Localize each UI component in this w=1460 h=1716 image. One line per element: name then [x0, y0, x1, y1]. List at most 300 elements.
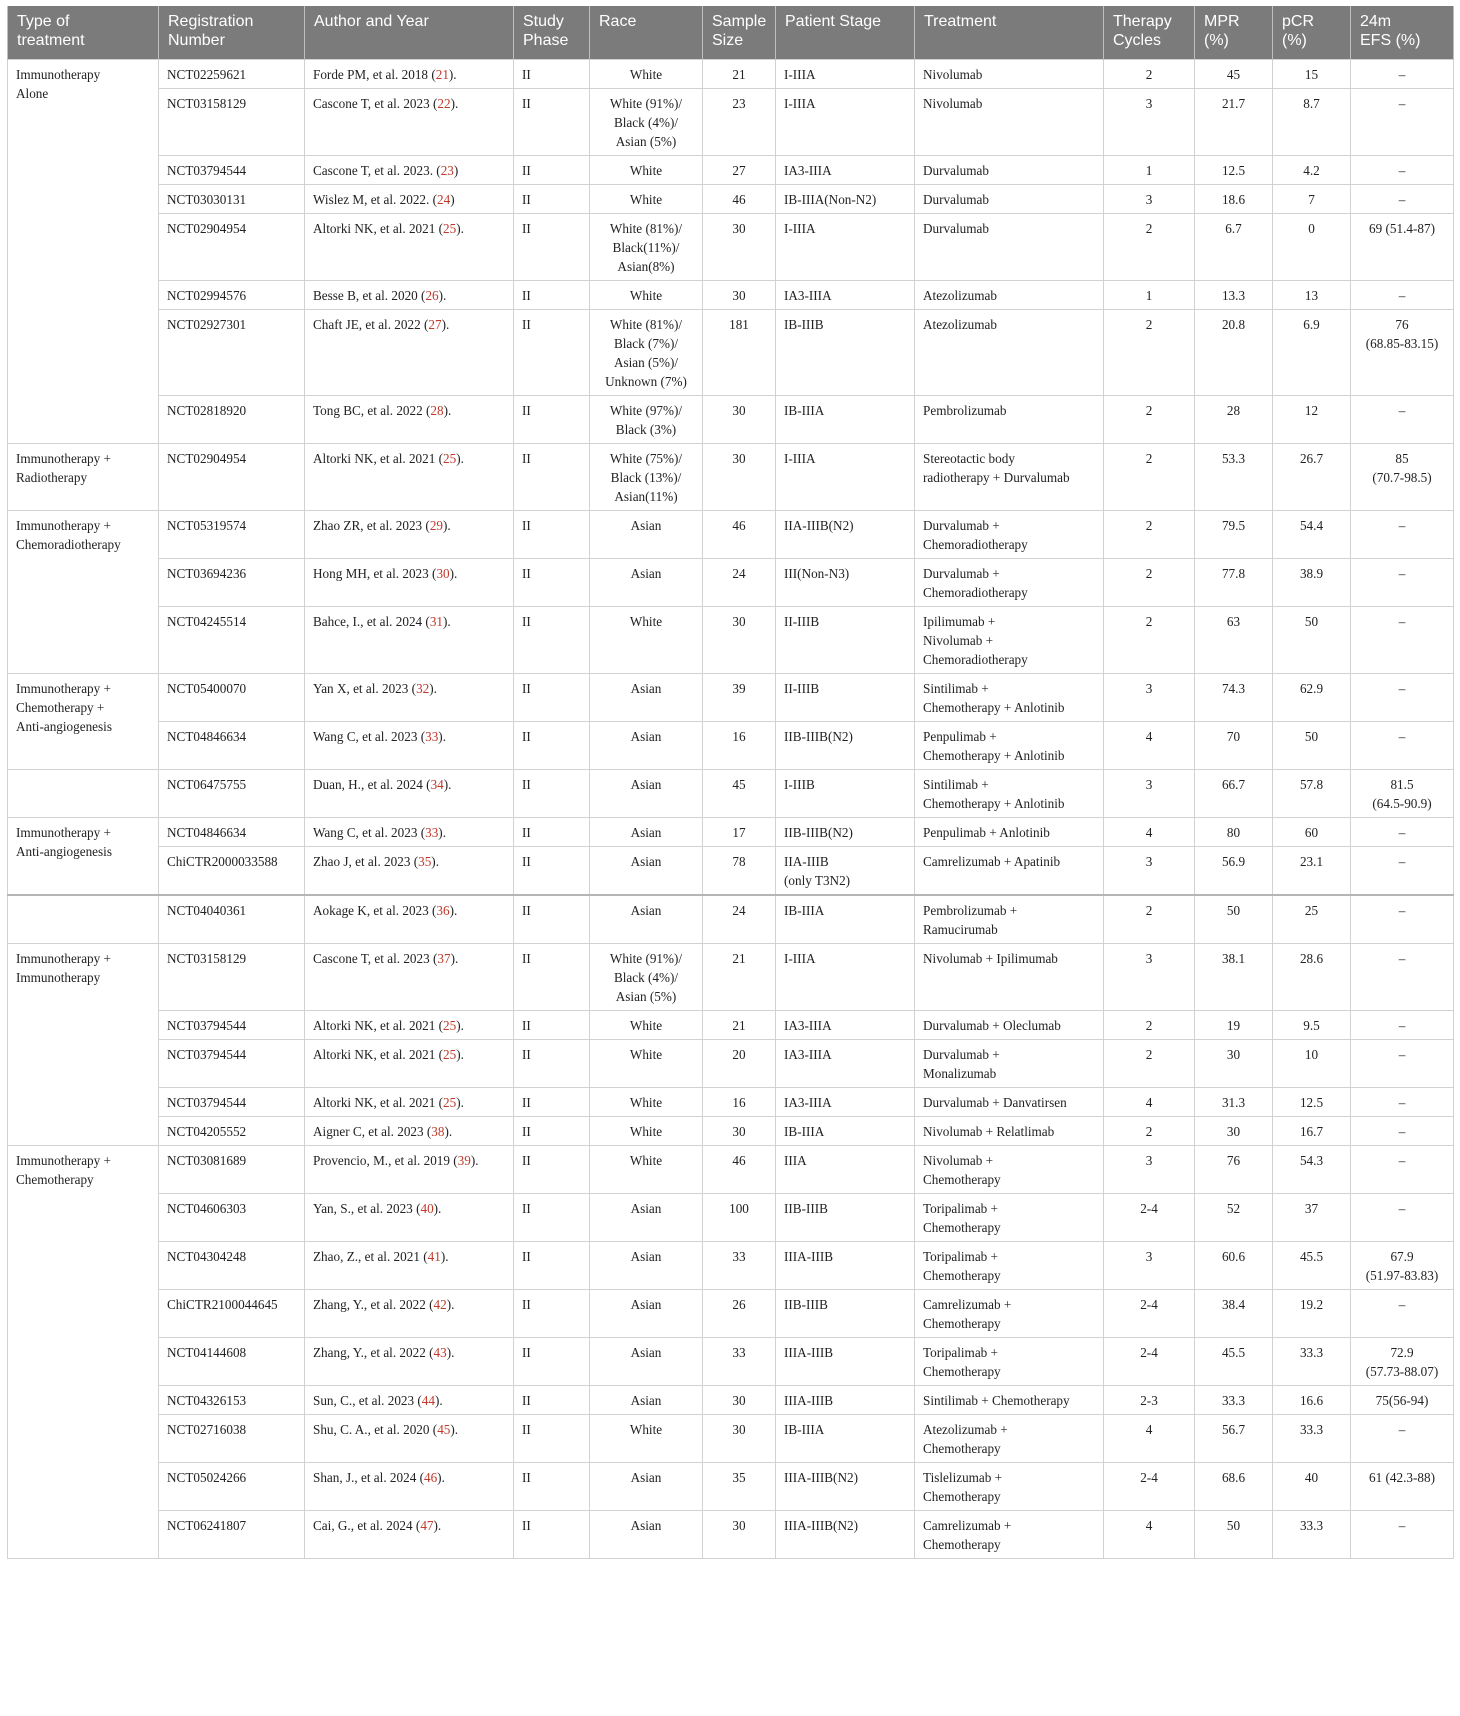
patient-stage-cell: I-IIIA [776, 444, 915, 511]
reference-link[interactable]: 28 [430, 403, 444, 418]
author-year-cell [305, 944, 514, 1011]
table-row [8, 818, 1454, 847]
registration-number-cell: NCT03694236 [159, 559, 305, 607]
treatment-cell: Sintilimab + Chemotherapy + Anlotinib [915, 770, 1104, 818]
author-year-cell [305, 1040, 514, 1088]
table-row [8, 1415, 1454, 1463]
author-tail: ). [437, 1470, 445, 1485]
study-phase-cell: II [514, 770, 590, 818]
study-phase-cell: II [514, 944, 590, 1011]
therapy-cycles-cell: 3 [1104, 1146, 1195, 1194]
reference-link[interactable]: 46 [423, 1470, 438, 1485]
race-cell: Asian [590, 511, 703, 559]
table-row [8, 770, 1454, 818]
author-text: Chaft JE, et al. 2022 ( [313, 317, 429, 332]
treatment-cell: Pembrolizumab + Ramucirumab [915, 895, 1104, 944]
study-phase-cell: II [514, 310, 590, 396]
table-row [8, 396, 1454, 444]
reference-link[interactable]: 25 [443, 1018, 457, 1033]
reference-link[interactable]: 25 [443, 1095, 457, 1110]
author-tail: ). [449, 566, 458, 581]
sample-size-cell: 27 [703, 156, 776, 185]
race-cell: White [590, 156, 703, 185]
patient-stage-cell: I-IIIA [776, 60, 915, 89]
efs-cell: – [1351, 722, 1454, 770]
race-cell: Asian [590, 847, 703, 896]
pcr-cell: 25 [1273, 895, 1351, 944]
patient-stage-cell: I-IIIA [776, 214, 915, 281]
pcr-cell: 6.9 [1273, 310, 1351, 396]
treatment-cell: Toripalimab + Chemotherapy [915, 1338, 1104, 1386]
treatment-type-cell: Immunotherapy + Chemotherapy + Anti-angiogenesis [8, 674, 159, 770]
mpr-cell: 45.5 [1195, 1338, 1273, 1386]
registration-number-cell: NCT02927301 [159, 310, 305, 396]
author-year-cell [305, 1088, 514, 1117]
treatment-cell: Durvalumab [915, 214, 1104, 281]
efs-cell: – [1351, 944, 1454, 1011]
patient-stage-cell: IB-IIIA(Non-N2) [776, 185, 915, 214]
study-phase-cell: II [514, 185, 590, 214]
author-text: Zhao J, et al. 2023 ( [313, 854, 419, 869]
treatment-cell: Atezolizumab + Chemotherapy [915, 1415, 1104, 1463]
race-cell: White (91%)/ Black (4%)/ Asian (5%) [590, 944, 703, 1011]
treatment-type-cell: Immunotherapy + Chemotherapy [8, 1146, 159, 1559]
treatment-cell: Nivolumab + Chemotherapy [915, 1146, 1104, 1194]
reference-link[interactable]: 43 [433, 1345, 447, 1360]
mpr-cell: 77.8 [1195, 559, 1273, 607]
reference-link[interactable]: 30 [436, 566, 450, 581]
mpr-cell: 38.4 [1195, 1290, 1273, 1338]
study-phase-cell: II [514, 1386, 590, 1415]
reference-link[interactable]: 44 [421, 1393, 435, 1408]
mpr-cell: 80 [1195, 818, 1273, 847]
patient-stage-cell: IIB-IIIB(N2) [776, 722, 915, 770]
pcr-cell: 16.7 [1273, 1117, 1351, 1146]
author-tail: ). [433, 1201, 442, 1216]
race-cell: Asian [590, 1511, 703, 1559]
author-text: Yan X, et al. 2023 ( [313, 681, 417, 696]
registration-number-cell: NCT05400070 [159, 674, 305, 722]
mpr-cell: 30 [1195, 1117, 1273, 1146]
patient-stage-cell: IA3-IIIA [776, 156, 915, 185]
reference-link[interactable]: 24 [437, 192, 451, 207]
author-tail: ). [438, 825, 446, 840]
race-cell: Asian [590, 1463, 703, 1511]
race-cell: Asian [590, 674, 703, 722]
therapy-cycles-cell: 2 [1104, 1040, 1195, 1088]
table-row [8, 1386, 1454, 1415]
author-tail: ). [450, 1422, 459, 1437]
mpr-cell: 50 [1195, 895, 1273, 944]
author-text: Altorki NK, et al. 2021 ( [313, 451, 444, 466]
author-text: Provencio, M., et al. 2019 ( [313, 1153, 458, 1168]
sample-size-cell: 20 [703, 1040, 776, 1088]
mpr-cell: 19 [1195, 1011, 1273, 1040]
author-text: Sun, C., et al. 2023 ( [313, 1393, 422, 1408]
sample-size-cell: 21 [703, 60, 776, 89]
reference-link[interactable]: 41 [427, 1249, 441, 1264]
sample-size-cell: 16 [703, 1088, 776, 1117]
registration-number-cell: NCT03158129 [159, 944, 305, 1011]
reference-link[interactable]: 27 [428, 317, 442, 332]
study-phase-cell: II [514, 1415, 590, 1463]
sample-size-cell: 16 [703, 722, 776, 770]
registration-number-cell: NCT04304248 [159, 1242, 305, 1290]
patient-stage-cell: IA3-IIIA [776, 1088, 915, 1117]
author-tail: ). [456, 1018, 464, 1033]
mpr-cell: 12.5 [1195, 156, 1273, 185]
mpr-cell: 21.7 [1195, 89, 1273, 156]
study-phase-cell: II [514, 214, 590, 281]
patient-stage-cell: IIIA-IIIB [776, 1338, 915, 1386]
author-year-cell [305, 1011, 514, 1040]
sample-size-cell: 39 [703, 674, 776, 722]
table-row [8, 1011, 1454, 1040]
table-row [8, 1040, 1454, 1088]
registration-number-cell: NCT02904954 [159, 214, 305, 281]
registration-number-cell: ChiCTR2000033588 [159, 847, 305, 896]
author-tail: ). [441, 317, 450, 332]
reference-link[interactable]: 22 [437, 96, 451, 111]
author-text: Altorki NK, et al. 2021 ( [313, 1095, 444, 1110]
efs-cell: – [1351, 185, 1454, 214]
race-cell: White [590, 1040, 703, 1088]
author-text: Besse B, et al. 2020 ( [313, 288, 426, 303]
reference-link[interactable]: 39 [457, 1153, 471, 1168]
mpr-cell: 45 [1195, 60, 1273, 89]
table-row [8, 674, 1454, 722]
study-phase-cell: II [514, 607, 590, 674]
patient-stage-cell: IB-IIIA [776, 1415, 915, 1463]
sample-size-cell: 46 [703, 185, 776, 214]
table-row [8, 722, 1454, 770]
author-year-cell [305, 847, 514, 896]
trials-table [7, 6, 1454, 1559]
efs-cell: 75(56-94) [1351, 1386, 1454, 1415]
mpr-cell: 31.3 [1195, 1088, 1273, 1117]
race-cell: White [590, 1117, 703, 1146]
registration-number-cell: NCT04245514 [159, 607, 305, 674]
efs-cell: – [1351, 1088, 1454, 1117]
efs-cell: – [1351, 89, 1454, 156]
reference-link[interactable]: 42 [433, 1297, 447, 1312]
author-year-cell [305, 444, 514, 511]
treatment-cell: Penpulimab + Chemotherapy + Anlotinib [915, 722, 1104, 770]
author-text: Altorki NK, et al. 2021 ( [313, 1018, 444, 1033]
sample-size-cell: 46 [703, 511, 776, 559]
study-phase-cell: II [514, 1194, 590, 1242]
pcr-cell: 54.4 [1273, 511, 1351, 559]
reference-link[interactable]: 25 [443, 451, 457, 466]
reference-link[interactable]: 38 [431, 1124, 445, 1139]
race-cell: White (97%)/ Black (3%) [590, 396, 703, 444]
mpr-cell: 74.3 [1195, 674, 1273, 722]
therapy-cycles-cell: 4 [1104, 1088, 1195, 1117]
treatment-type-cell: Immunotherapy + Anti-angiogenesis [8, 818, 159, 896]
study-phase-cell: II [514, 818, 590, 847]
author-tail: ). [440, 1249, 449, 1264]
pcr-cell: 33.3 [1273, 1415, 1351, 1463]
header-patient-stage: Patient Stage [776, 6, 915, 60]
sample-size-cell: 30 [703, 607, 776, 674]
table-row [8, 281, 1454, 310]
race-cell: Asian [590, 770, 703, 818]
pcr-cell: 38.9 [1273, 559, 1351, 607]
author-year-cell [305, 156, 514, 185]
race-cell: White [590, 607, 703, 674]
reference-link[interactable]: 34 [430, 777, 444, 792]
race-cell: Asian [590, 1386, 703, 1415]
reference-link[interactable]: 31 [429, 614, 444, 629]
table-row [8, 1242, 1454, 1290]
mpr-cell: 50 [1195, 1511, 1273, 1559]
reference-link[interactable]: 33 [425, 825, 439, 840]
therapy-cycles-cell: 2-4 [1104, 1290, 1195, 1338]
mpr-cell: 68.6 [1195, 1463, 1273, 1511]
table-row [8, 310, 1454, 396]
author-tail: ). [450, 96, 459, 111]
registration-number-cell: NCT05319574 [159, 511, 305, 559]
study-phase-cell: II [514, 1338, 590, 1386]
reference-link[interactable]: 36 [436, 903, 450, 918]
pcr-cell: 4.2 [1273, 156, 1351, 185]
efs-cell: – [1351, 1011, 1454, 1040]
header-registration: Registration Number [159, 6, 305, 60]
reference-link[interactable]: 26 [425, 288, 439, 303]
author-year-cell [305, 1290, 514, 1338]
mpr-cell: 79.5 [1195, 511, 1273, 559]
race-cell: White [590, 281, 703, 310]
author-year-cell [305, 1146, 514, 1194]
pcr-cell: 12.5 [1273, 1088, 1351, 1117]
reference-link[interactable]: 25 [443, 221, 457, 236]
pcr-cell: 7 [1273, 185, 1351, 214]
reference-link[interactable]: 21 [435, 67, 449, 82]
patient-stage-cell: II-IIIB [776, 674, 915, 722]
registration-number-cell: NCT04846634 [159, 722, 305, 770]
pcr-cell: 62.9 [1273, 674, 1351, 722]
author-tail: ) [453, 163, 459, 178]
author-text: Duan, H., et al. 2024 ( [313, 777, 431, 792]
author-year-cell [305, 895, 514, 944]
pcr-cell: 19.2 [1273, 1290, 1351, 1338]
author-year-cell [305, 607, 514, 674]
author-text: Zhang, Y., et al. 2022 ( [313, 1297, 434, 1312]
therapy-cycles-cell: 3 [1104, 185, 1195, 214]
table-row [8, 1088, 1454, 1117]
registration-number-cell: NCT03794544 [159, 1011, 305, 1040]
sample-size-cell: 181 [703, 310, 776, 396]
author-year-cell [305, 1338, 514, 1386]
study-phase-cell: II [514, 60, 590, 89]
author-tail: ). [431, 854, 439, 869]
therapy-cycles-cell: 2 [1104, 396, 1195, 444]
registration-number-cell: NCT05024266 [159, 1463, 305, 1511]
author-year-cell [305, 1463, 514, 1511]
patient-stage-cell: IB-IIIA [776, 396, 915, 444]
sample-size-cell: 30 [703, 444, 776, 511]
study-phase-cell: II [514, 156, 590, 185]
table-row [8, 444, 1454, 511]
author-text: Cascone T, et al. 2023. ( [313, 163, 441, 178]
author-text: Altorki NK, et al. 2021 ( [313, 221, 444, 236]
header-sample-size: Sample Size [703, 6, 776, 60]
patient-stage-cell: IIIA [776, 1146, 915, 1194]
treatment-cell: Penpulimab + Anlotinib [915, 818, 1104, 847]
author-tail: ). [456, 1095, 464, 1110]
patient-stage-cell: IIB-IIIB [776, 1290, 915, 1338]
registration-number-cell: NCT02716038 [159, 1415, 305, 1463]
treatment-cell: Tislelizumab + Chemotherapy [915, 1463, 1104, 1511]
pcr-cell: 9.5 [1273, 1011, 1351, 1040]
mpr-cell: 56.9 [1195, 847, 1273, 896]
reference-link[interactable]: 29 [429, 518, 444, 533]
study-phase-cell: II [514, 1146, 590, 1194]
mpr-cell: 53.3 [1195, 444, 1273, 511]
patient-stage-cell: III(Non-N3) [776, 559, 915, 607]
sample-size-cell: 30 [703, 1415, 776, 1463]
reference-link[interactable]: 47 [420, 1518, 434, 1533]
author-text: Wislez M, et al. 2022. ( [313, 192, 437, 207]
reference-link[interactable]: 40 [420, 1201, 434, 1216]
sample-size-cell: 24 [703, 895, 776, 944]
sample-size-cell: 23 [703, 89, 776, 156]
treatment-cell: Sintilimab + Chemotherapy [915, 1386, 1104, 1415]
sample-size-cell: 30 [703, 281, 776, 310]
author-text: Forde PM, et al. 2018 ( [313, 67, 436, 82]
registration-number-cell: NCT06241807 [159, 1511, 305, 1559]
mpr-cell: 60.6 [1195, 1242, 1273, 1290]
author-text: Tong BC, et al. 2022 ( [313, 403, 431, 418]
author-year-cell [305, 722, 514, 770]
patient-stage-cell: II-IIIB [776, 607, 915, 674]
table-header-row [8, 6, 1454, 60]
race-cell: Asian [590, 559, 703, 607]
registration-number-cell: NCT02994576 [159, 281, 305, 310]
treatment-type-cell: Immunotherapy + Chemoradiotherapy [8, 511, 159, 674]
efs-cell: – [1351, 1040, 1454, 1088]
pcr-cell: 28.6 [1273, 944, 1351, 1011]
author-year-cell [305, 281, 514, 310]
therapy-cycles-cell: 2 [1104, 1117, 1195, 1146]
race-cell: White (75%)/ Black (13%)/ Asian(11%) [590, 444, 703, 511]
therapy-cycles-cell: 1 [1104, 281, 1195, 310]
efs-cell: – [1351, 60, 1454, 89]
efs-cell: – [1351, 1117, 1454, 1146]
pcr-cell: 8.7 [1273, 89, 1351, 156]
therapy-cycles-cell: 2-3 [1104, 1386, 1195, 1415]
sample-size-cell: 33 [703, 1338, 776, 1386]
pcr-cell: 33.3 [1273, 1511, 1351, 1559]
table-row [8, 1463, 1454, 1511]
pcr-cell: 54.3 [1273, 1146, 1351, 1194]
therapy-cycles-cell: 4 [1104, 722, 1195, 770]
therapy-cycles-cell: 2 [1104, 310, 1195, 396]
sample-size-cell: 21 [703, 1011, 776, 1040]
registration-number-cell: NCT04205552 [159, 1117, 305, 1146]
mpr-cell: 6.7 [1195, 214, 1273, 281]
race-cell: White [590, 60, 703, 89]
patient-stage-cell: IIA-IIIB (only T3N2) [776, 847, 915, 896]
author-tail: ). [456, 451, 464, 466]
efs-cell: – [1351, 847, 1454, 896]
study-phase-cell: II [514, 674, 590, 722]
registration-number-cell: NCT03794544 [159, 1040, 305, 1088]
author-tail: ). [443, 777, 452, 792]
author-text: Zhang, Y., et al. 2022 ( [313, 1345, 434, 1360]
reference-link[interactable]: 37 [437, 951, 451, 966]
author-year-cell [305, 60, 514, 89]
sample-size-cell: 46 [703, 1146, 776, 1194]
patient-stage-cell: I-IIIB [776, 770, 915, 818]
therapy-cycles-cell: 2 [1104, 607, 1195, 674]
table-row [8, 511, 1454, 559]
author-year-cell [305, 1194, 514, 1242]
efs-cell: – [1351, 1511, 1454, 1559]
header-race: Race [590, 6, 703, 60]
race-cell: White [590, 1011, 703, 1040]
author-year-cell [305, 1386, 514, 1415]
author-year-cell [305, 1415, 514, 1463]
therapy-cycles-cell: 2 [1104, 214, 1195, 281]
pcr-cell: 50 [1273, 607, 1351, 674]
registration-number-cell: NCT03794544 [159, 1088, 305, 1117]
reference-link[interactable]: 32 [416, 681, 430, 696]
author-year-cell [305, 559, 514, 607]
author-text: Aokage K, et al. 2023 ( [313, 903, 437, 918]
sample-size-cell: 30 [703, 396, 776, 444]
study-phase-cell: II [514, 1463, 590, 1511]
registration-number-cell: NCT04846634 [159, 818, 305, 847]
pcr-cell: 60 [1273, 818, 1351, 847]
reference-link[interactable]: 45 [437, 1422, 451, 1437]
therapy-cycles-cell: 3 [1104, 770, 1195, 818]
mpr-cell: 30 [1195, 1040, 1273, 1088]
author-text: Zhao ZR, et al. 2023 ( [313, 518, 430, 533]
author-year-cell [305, 185, 514, 214]
reference-link[interactable]: 23 [440, 163, 454, 178]
efs-cell: – [1351, 281, 1454, 310]
registration-number-cell: NCT02259621 [159, 60, 305, 89]
therapy-cycles-cell: 2 [1104, 895, 1195, 944]
pcr-cell: 40 [1273, 1463, 1351, 1511]
efs-cell: – [1351, 559, 1454, 607]
treatment-type-cell [8, 895, 159, 944]
study-phase-cell: II [514, 1011, 590, 1040]
efs-cell: – [1351, 674, 1454, 722]
efs-cell: 72.9 (57.73-88.07) [1351, 1338, 1454, 1386]
table-row [8, 156, 1454, 185]
header-type: Type of treatment [8, 6, 159, 60]
mpr-cell: 18.6 [1195, 185, 1273, 214]
race-cell: White [590, 1415, 703, 1463]
reference-link[interactable]: 35 [418, 854, 432, 869]
patient-stage-cell: I-IIIA [776, 89, 915, 156]
pcr-cell: 33.3 [1273, 1338, 1351, 1386]
race-cell: Asian [590, 1338, 703, 1386]
author-tail: ). [443, 518, 451, 533]
treatment-cell: Durvalumab [915, 156, 1104, 185]
reference-link[interactable]: 33 [425, 729, 439, 744]
reference-link[interactable]: 25 [443, 1047, 457, 1062]
patient-stage-cell: IA3-IIIA [776, 281, 915, 310]
sample-size-cell: 30 [703, 1117, 776, 1146]
efs-cell: – [1351, 895, 1454, 944]
study-phase-cell: II [514, 281, 590, 310]
table-row [8, 214, 1454, 281]
author-year-cell [305, 1511, 514, 1559]
treatment-cell: Nivolumab + Relatlimab [915, 1117, 1104, 1146]
